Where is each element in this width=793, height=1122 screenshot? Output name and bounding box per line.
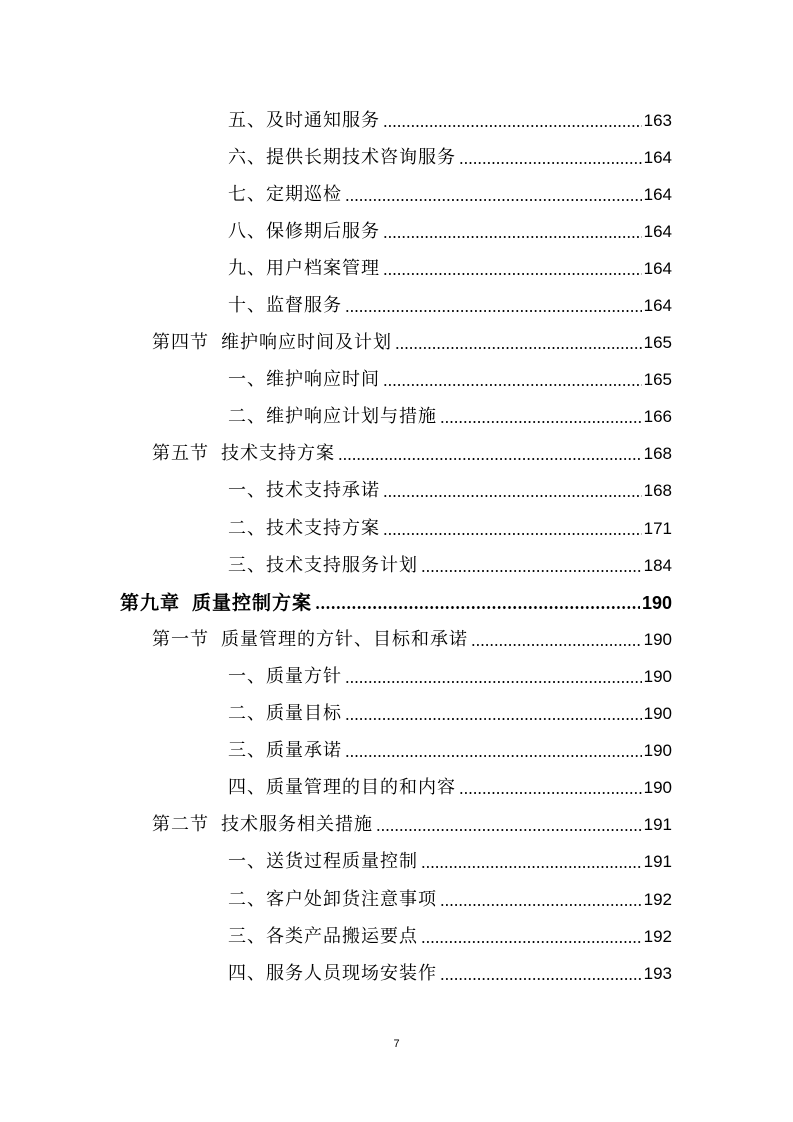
toc-entry-label: 一、维护响应时间 [228,369,380,391]
toc-entry[interactable] [0,102,793,139]
toc-page-number: 191 [643,815,672,835]
toc-entry[interactable] [0,250,793,287]
toc-dot-leader [345,718,642,720]
toc-chapter-title: 质量控制方案 [192,591,313,614]
toc-section-number: 第五节 [152,443,209,465]
toc-dot-leader [383,533,642,535]
toc-page-number: 164 [643,147,672,167]
toc-page-number: 165 [643,333,672,353]
toc-dot-leader [459,792,642,794]
toc-section-title: 技术服务相关措施 [221,814,373,836]
toc-entry-label: 一、技术支持承诺 [228,480,380,502]
toc-dot-leader [471,644,642,646]
toc-dot-leader [440,904,642,906]
toc-page-number: 191 [643,852,672,872]
toc-chapter-entry[interactable] [0,584,793,621]
toc-dot-leader [383,273,642,275]
toc-entry[interactable] [0,955,793,992]
toc-entry-label: 二、技术支持方案 [228,517,380,539]
toc-dot-leader [421,941,642,943]
toc-entry[interactable] [0,287,793,324]
toc-dot-leader [345,199,642,201]
toc-section-entry[interactable] [0,807,793,844]
toc-dot-leader [421,866,642,868]
toc-page-number: 168 [643,481,672,501]
toc-section-entry[interactable] [0,436,793,473]
toc-dot-leader [338,458,642,460]
toc-entry[interactable] [0,213,793,250]
toc-entry[interactable] [0,510,793,547]
toc-entry[interactable] [0,881,793,918]
page-number: 7 [393,1038,400,1050]
toc-entry-label: 四、服务人员现场安装作 [228,962,437,984]
toc-page-number: 192 [643,926,672,946]
toc-entry-label: 七、定期巡检 [228,183,342,205]
toc-entry[interactable] [0,844,793,881]
toc-dot-leader [345,681,642,683]
toc-dot-leader [315,606,640,609]
toc-page-number: 165 [643,370,672,390]
toc-dot-leader [395,347,642,349]
toc-entry-label [152,628,468,652]
toc-entry-label: 一、质量方针 [228,665,342,687]
toc-entry-label: 三、各类产品搬运要点 [228,925,418,947]
toc-entry[interactable] [0,473,793,510]
toc-entry-label: 二、维护响应计划与措施 [228,406,437,428]
toc-page-number: 164 [643,184,672,204]
toc-entry[interactable] [0,696,793,733]
toc-page-number: 163 [643,110,672,130]
toc-entry[interactable] [0,176,793,213]
toc-section-title: 技术支持方案 [221,443,335,465]
toc-dot-leader [383,495,642,497]
toc-section-entry[interactable] [0,325,793,362]
toc-page-number: 164 [643,258,672,278]
toc-entry-label: 十、监督服务 [228,295,342,317]
toc-entry-label: 三、质量承诺 [228,740,342,762]
toc-page-number: 171 [643,518,672,538]
toc-page-number: 192 [643,889,672,909]
toc-entry[interactable] [0,658,793,695]
toc-entry[interactable] [0,547,793,584]
toc-section-number: 第二节 [152,814,209,836]
toc-dot-leader [383,125,642,127]
toc-dot-leader [421,570,642,572]
toc-page-number: 164 [643,221,672,241]
toc-entry[interactable] [0,139,793,176]
toc-entry-label: 一、送货过程质量控制 [228,851,418,873]
toc-page-number: 164 [643,296,672,316]
toc-dot-leader [383,384,642,386]
toc-dot-leader [376,829,642,831]
toc-page-number: 190 [643,741,672,761]
toc-entry-label: 八、保修期后服务 [228,220,380,242]
toc-entry-label [152,331,392,355]
toc-section-number: 第一节 [152,628,209,650]
toc-entry-label: 四、质量管理的目的和内容 [228,777,456,799]
toc-entry-label [120,591,312,615]
toc-entry-label: 三、技术支持服务计划 [228,554,418,576]
toc-page-number: 190 [641,592,672,613]
toc-entry-label: 九、用户档案管理 [228,257,380,279]
toc-dot-leader [345,755,642,757]
toc-entry-label: 二、质量目标 [228,703,342,725]
toc-dot-leader [440,978,642,980]
toc-entry-label: 六、提供长期技术咨询服务 [228,146,456,168]
toc-section-title: 维护响应时间及计划 [221,332,392,354]
toc-section-number: 第四节 [152,332,209,354]
toc-page-number: 184 [643,555,672,575]
toc-page-number: 190 [643,704,672,724]
toc-page-number: 193 [643,963,672,983]
toc-entry[interactable] [0,770,793,807]
toc-page-number: 166 [643,407,672,427]
toc-dot-leader [459,162,642,164]
toc-dot-leader [383,236,642,238]
toc-entry-label [152,813,373,837]
toc-page-number: 190 [643,666,672,686]
toc-page-number: 168 [643,444,672,464]
toc-dot-leader [345,310,642,312]
toc-section-entry[interactable] [0,621,793,658]
toc-page-number: 190 [643,629,672,649]
toc-entry-label: 五、及时通知服务 [228,109,380,131]
toc-entry-label [152,442,335,466]
toc-entry[interactable] [0,918,793,955]
table-of-contents [0,102,793,992]
toc-entry-label: 二、客户处卸货注意事项 [228,888,437,910]
toc-dot-leader [440,421,642,423]
toc-section-title: 质量管理的方针、目标和承诺 [221,628,468,650]
toc-page-number: 190 [643,778,672,798]
toc-entry[interactable] [0,362,793,399]
toc-entry[interactable] [0,399,793,436]
toc-entry[interactable] [0,733,793,770]
toc-chapter-number: 第九章 [120,591,181,614]
